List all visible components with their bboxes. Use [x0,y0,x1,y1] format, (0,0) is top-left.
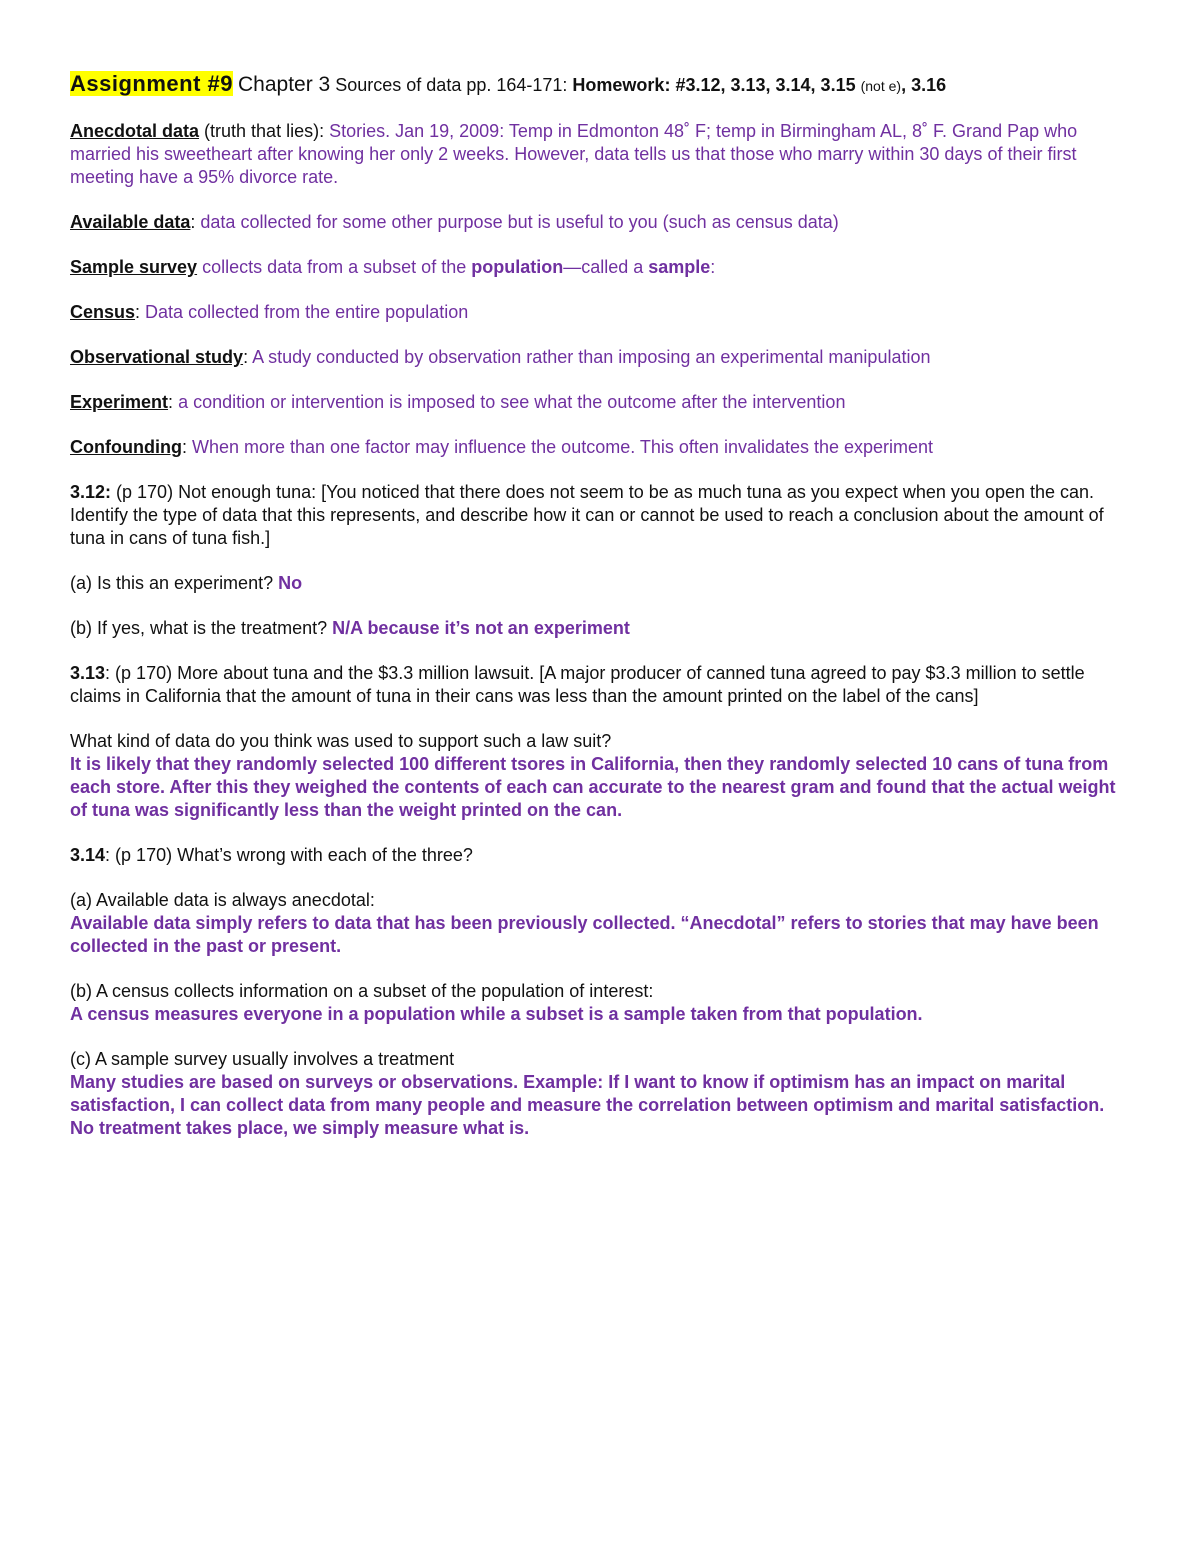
anecdotal-definition [70,120,1130,189]
question-3-14 [70,844,1130,867]
question-3-14-number: 3.14 [70,845,106,865]
anecdotal-paren: (truth that lies): [199,121,330,141]
sources-label: Sources of data pp. 164-171: [330,75,573,95]
question-3-12 [70,481,1130,550]
document-page [70,72,1130,1162]
question-3-14-a-prompt: (a) Available data is always anecdotal: [70,890,375,910]
homework-last: , 3.16 [901,75,947,95]
not-e-note: (not e) [860,78,902,94]
available-colon: : [190,212,201,232]
confounding-colon: : [181,437,192,457]
question-3-12-b-answer: N/A because it’s not an experiment [332,618,630,638]
question-3-13-text: : (p 170) More about tuna and the $3.3 million lawsuit. [A major producer of canned tuna agreed to pay $3.3 million to settle claims in California that the amount of tuna in their cans was less than the amount printed on the label of the cans] [70,663,1085,706]
question-3-14-b-answer: A census measures everyone in a population while a subset is a sample taken from that population. [70,1004,923,1024]
question-3-14-c-prompt: (c) A sample survey usually involves a treatment [70,1049,455,1069]
available-definition [70,211,1130,234]
census-term: Census [70,302,136,322]
available-term: Available data [70,212,191,232]
question-3-14-b-prompt: (b) A census collects information on a subset of the population of interest: [70,981,654,1001]
question-3-14-c-answer: Many studies are based on surveys or observations. Example: If I want to know if optimism has an impact on marital satisfaction, I can collect data from many people and measure the correlation between optimism and marital satisfaction. No treatment takes place, we simply measure what is. [70,1072,1105,1138]
observational-text: A study conducted by observation rather than imposing an experimental manipulation [252,347,931,367]
anecdotal-term: Anecdotal data [70,121,200,141]
question-3-13-prompt: What kind of data do you think was used to support such a law suit? [70,731,612,751]
question-3-12-text: (p 170) Not enough tuna: [You noticed that there does not seem to be as much tuna as you expect when you open the can. Identify the type of data that this represents, and describe how it can or cannot be used to reach a conclusion about the amount of tuna in cans of tuna fish.] [70,482,1104,548]
question-3-13 [70,662,1130,708]
population-term: population [471,257,564,277]
sample-survey-definition [70,256,1130,279]
question-3-13-answer: It is likely that they randomly selected 100 different tsores in California, then they randomly selected 10 cans of tuna from each store. After this they weighed the contents of each can accurate to the nearest gram and found that the actual weight of tuna was significantly less than the weight printed on the can. [70,754,1116,820]
observational-term: Observational study [70,347,244,367]
homework-items: #3.12, 3.13, 3.14, 3.15 [670,75,861,95]
homework-label: Homework: [572,75,671,95]
census-text: Data collected from the entire population [145,302,469,322]
experiment-definition [70,391,1130,414]
sample-survey-text-3: : [710,257,716,277]
assignment-title: Assignment #9 [70,71,233,96]
experiment-text: a condition or intervention is imposed to see what the outcome after the intervention [178,392,846,412]
question-3-14-a-answer: Available data simply refers to data that has been previously collected. “Anecdotal” refers to stories that may have been collected in the past or present. [70,913,1099,956]
observational-colon: : [243,347,253,367]
confounding-text: When more than one factor may influence the outcome. This often invalidates the experiment [191,437,934,457]
question-3-14-text: : (p 170) What’s wrong with each of the three? [105,845,473,865]
confounding-term: Confounding [70,437,182,457]
census-definition [70,301,1130,324]
chapter-label: Chapter 3 [238,73,331,96]
question-3-12-b-prompt: (b) If yes, what is the treatment? [70,618,333,638]
anecdotal-text: Stories. Jan 19, 2009: Temp in Edmonton 48˚ F; temp in Birmingham AL, 8˚ F. Grand Pap who married his sweetheart after knowing her only 2 weeks. However, data tells us that those who marry within 30 days of their first meeting have a 95% divorce rate. [70,121,1078,187]
sample-term: sample [648,257,711,277]
question-3-12-number: 3.12: [70,482,112,502]
sample-survey-term: Sample survey [70,257,198,277]
sample-survey-text-1: collects data from a subset of the [197,257,472,277]
census-colon: : [135,302,146,322]
observational-definition [70,346,1130,369]
header-line [70,72,1130,98]
sample-survey-text-2: —called a [563,257,649,277]
available-text: data collected for some other purpose but is useful to you (such as census data) [200,212,839,232]
question-3-12-a-answer: No [278,573,303,593]
question-3-12-b [70,617,1130,640]
question-3-12-a-prompt: (a) Is this an experiment? [70,573,279,593]
confounding-definition [70,436,1130,459]
question-3-12-a [70,572,1130,595]
experiment-term: Experiment [70,392,169,412]
question-3-13-number: 3.13 [70,663,106,683]
experiment-colon: : [168,392,179,412]
